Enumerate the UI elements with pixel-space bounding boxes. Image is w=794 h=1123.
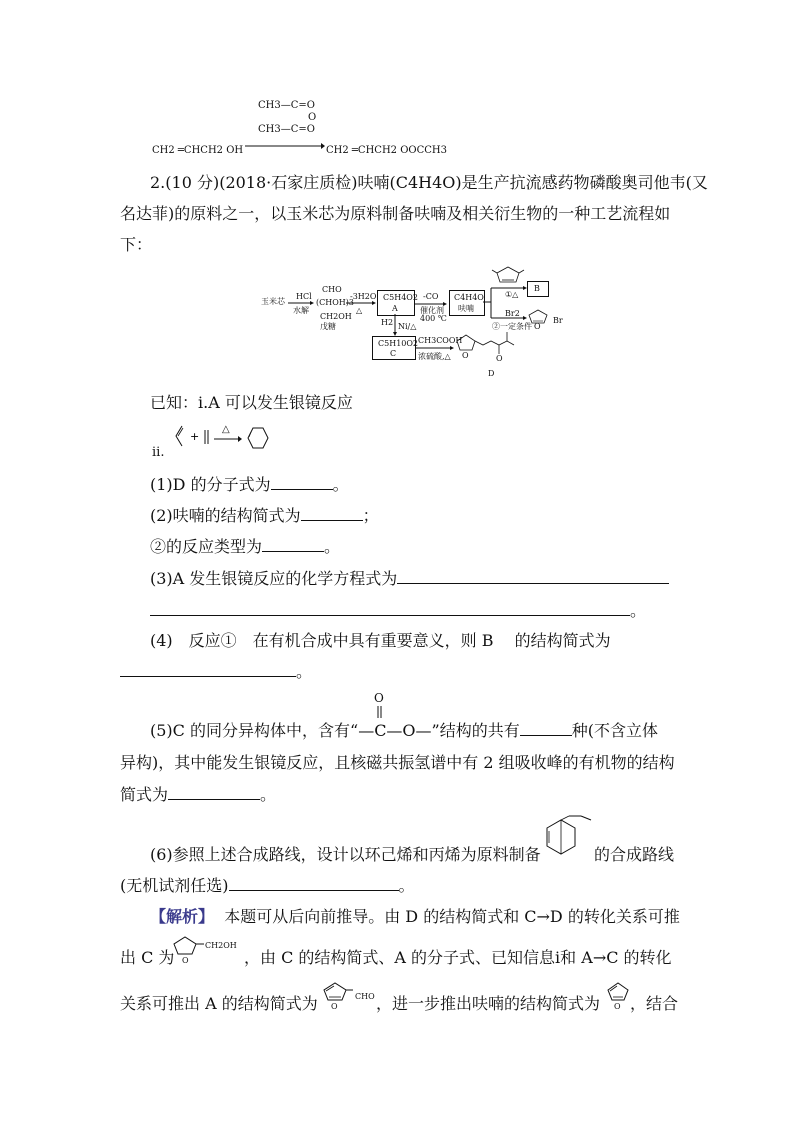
- branch1-label: ①△: [505, 290, 519, 299]
- q4: (4) 反应① 在有机合成中具有重要意义，则 B 的结构简式为: [150, 631, 611, 650]
- bromofuran-o: O: [534, 322, 541, 331]
- branch2-top: Br2: [505, 309, 520, 318]
- compound-a-ring-o: O: [331, 1002, 338, 1011]
- box-a-formula: C5H4O2: [383, 293, 418, 302]
- q5-group: —C—O—: [358, 721, 432, 740]
- flow-step5-top: CH3COOH: [418, 336, 463, 345]
- box-b-label: B: [534, 284, 540, 293]
- flow-step3-bottom: 400 ℃: [420, 314, 447, 323]
- q2a-text: (2)呋喃的结构简式为: [150, 506, 301, 525]
- flow-step3-top: -CO: [423, 292, 439, 301]
- q3-period: 。: [630, 601, 647, 620]
- pentose-name: 戊糖: [320, 322, 336, 331]
- q5-line3: [120, 785, 276, 805]
- q6-line1: (6)参照上述合成路线，设计以环己烯和丙烯为原料制备: [150, 845, 541, 864]
- analysis-line2: [120, 948, 174, 968]
- q6-line2: [120, 876, 415, 896]
- flow-step4-bottom: Ni/△: [398, 322, 417, 331]
- flow-step3-mid: 催化剂: [420, 306, 444, 315]
- product-d-ring-o: O: [462, 351, 469, 360]
- q2a-end: ；: [362, 506, 379, 525]
- q1-answer-blank[interactable]: [271, 475, 333, 490]
- q1-text: (1)D 的分子式为: [150, 475, 271, 494]
- compound-c-ch2oh: CH2OH: [205, 941, 237, 950]
- compound-c-ring-o: O: [182, 956, 189, 965]
- analysis-line2b: ，由 C 的结构简式、A 的分子式、已知信息ⅰ和 A→C 的转化: [244, 948, 672, 967]
- reactant: CH2 ═CHCH2 OH: [152, 145, 244, 156]
- q5-pre: (5)C 的同分异构体中，含有“: [150, 721, 359, 740]
- flow-step1-top: HCl: [296, 292, 312, 301]
- analysis-line3a: 关系可推出 A 的结构简式为: [120, 994, 318, 1013]
- maleic-anhydride-structure: [490, 264, 526, 286]
- analysis-line3c: ，结合: [630, 994, 679, 1013]
- analysis-line1: [150, 907, 680, 927]
- q6-period: 。: [398, 876, 415, 895]
- q5-carbonyl-bond: [377, 706, 383, 720]
- q2b-period: 。: [324, 537, 341, 556]
- q3-answer-blank-2[interactable]: [150, 601, 630, 616]
- q5-answer-blank-1[interactable]: [520, 721, 572, 736]
- analysis-line1-text: 本题可从后向前推导。由 D 的结构简式和 C→D 的转化关系可推: [224, 907, 680, 926]
- pentose-line2: (CHOH)3: [316, 298, 354, 307]
- product-d-label: D: [488, 369, 495, 378]
- box-c-formula: C5H10O2: [378, 339, 419, 348]
- q2-intro-line1: 2.(10 分)(2018·石家庄质检)呋喃(C4H4O)是生产抗流感药物磷酸奥司他韦(又: [150, 173, 708, 192]
- q5-period: 。: [260, 785, 277, 804]
- q1: [150, 475, 349, 495]
- q5-answer-blank-2[interactable]: [168, 785, 260, 800]
- box-a-label: A: [392, 304, 398, 313]
- product: CH2 ═CHCH2 OOCCH3: [326, 145, 448, 156]
- reagent-line2: CH3—C=O: [258, 124, 315, 135]
- flow-step5-bottom: 浓硫酸,△: [418, 352, 451, 361]
- q4-period: 。: [296, 662, 313, 681]
- q1-period: 。: [332, 475, 349, 494]
- reagent-bridge-o: O: [308, 112, 317, 123]
- q3: [150, 569, 669, 589]
- q2b: [150, 537, 340, 557]
- reaction-arrow: [245, 140, 325, 152]
- analysis-line2a: 出 C 为: [120, 948, 175, 967]
- q2-intro-line3: 下：: [120, 235, 153, 254]
- q2b-text: ②的反应类型为: [150, 537, 263, 556]
- flow-start: 玉米芯: [261, 297, 285, 306]
- q4-answer-blank[interactable]: [120, 662, 296, 677]
- q6-target-bicyclic-structure: [537, 814, 597, 860]
- product-d-ester-o: O: [496, 354, 503, 363]
- q2b-answer-blank[interactable]: [262, 537, 324, 552]
- q5-line3-text: 简式为: [120, 785, 169, 804]
- q4-line2: [120, 662, 312, 682]
- q5-post: ”结构的共有: [431, 721, 520, 740]
- q3-line2: [150, 601, 646, 621]
- analysis-line3b: ，进一步推出呋喃的结构简式为: [376, 994, 601, 1013]
- reagent-line1: CH3—C=O: [258, 100, 315, 111]
- known-ii-label: ⅱ.: [152, 445, 165, 460]
- compound-a-cho: CHO: [355, 992, 375, 1001]
- flow-step4-top: H2: [381, 318, 394, 327]
- box-furan-label: 呋喃: [458, 304, 474, 313]
- q6-line1-post: 的合成路线: [594, 845, 675, 864]
- box-furan-formula: C4H4O: [454, 293, 484, 302]
- flow-step1-bottom: 水解: [293, 306, 309, 315]
- pentose-line3: CH2OH: [320, 312, 352, 321]
- flow-arrow-5: [416, 345, 454, 351]
- known-i: 已知：ⅰ.A 可以发生银镜反应: [150, 393, 353, 412]
- q5-line1: [150, 721, 658, 741]
- pentose-line1: CHO: [322, 285, 342, 294]
- q3-answer-blank-1[interactable]: [397, 569, 669, 584]
- q2a: [150, 506, 379, 526]
- known-ii-cond: △: [222, 424, 230, 435]
- q5-line2: 异构)，其中能发生银镜反应，且核磁共振氢谱中有 2 组吸收峰的有机物的结构: [120, 753, 675, 772]
- q2a-answer-blank[interactable]: [301, 506, 363, 521]
- q5-post2: 种(不含立体: [571, 721, 658, 740]
- q5-carbonyl-o: O: [374, 691, 384, 705]
- q3-text: (3)A 发生银镜反应的化学方程式为: [150, 569, 398, 588]
- flow-step2-top: -3H2O: [350, 292, 377, 301]
- branch2-bottom: ②一定条件: [492, 322, 532, 331]
- flow-step2-bottom: △: [356, 306, 363, 315]
- q6-line2-text: (无机试剂任选): [120, 876, 229, 895]
- q2-intro-line2: 名达菲)的原料之一，以玉米芯为原料制备呋喃及相关衍生物的一种工艺流程如: [120, 204, 671, 223]
- svg-text:+: +: [190, 430, 200, 443]
- furan-ring-o: O: [614, 1002, 621, 1011]
- box-c-label: C: [390, 349, 397, 358]
- analysis-tag: 【解析】: [150, 907, 215, 926]
- bromofuran-br: Br: [553, 316, 563, 325]
- q6-answer-blank[interactable]: [229, 876, 399, 891]
